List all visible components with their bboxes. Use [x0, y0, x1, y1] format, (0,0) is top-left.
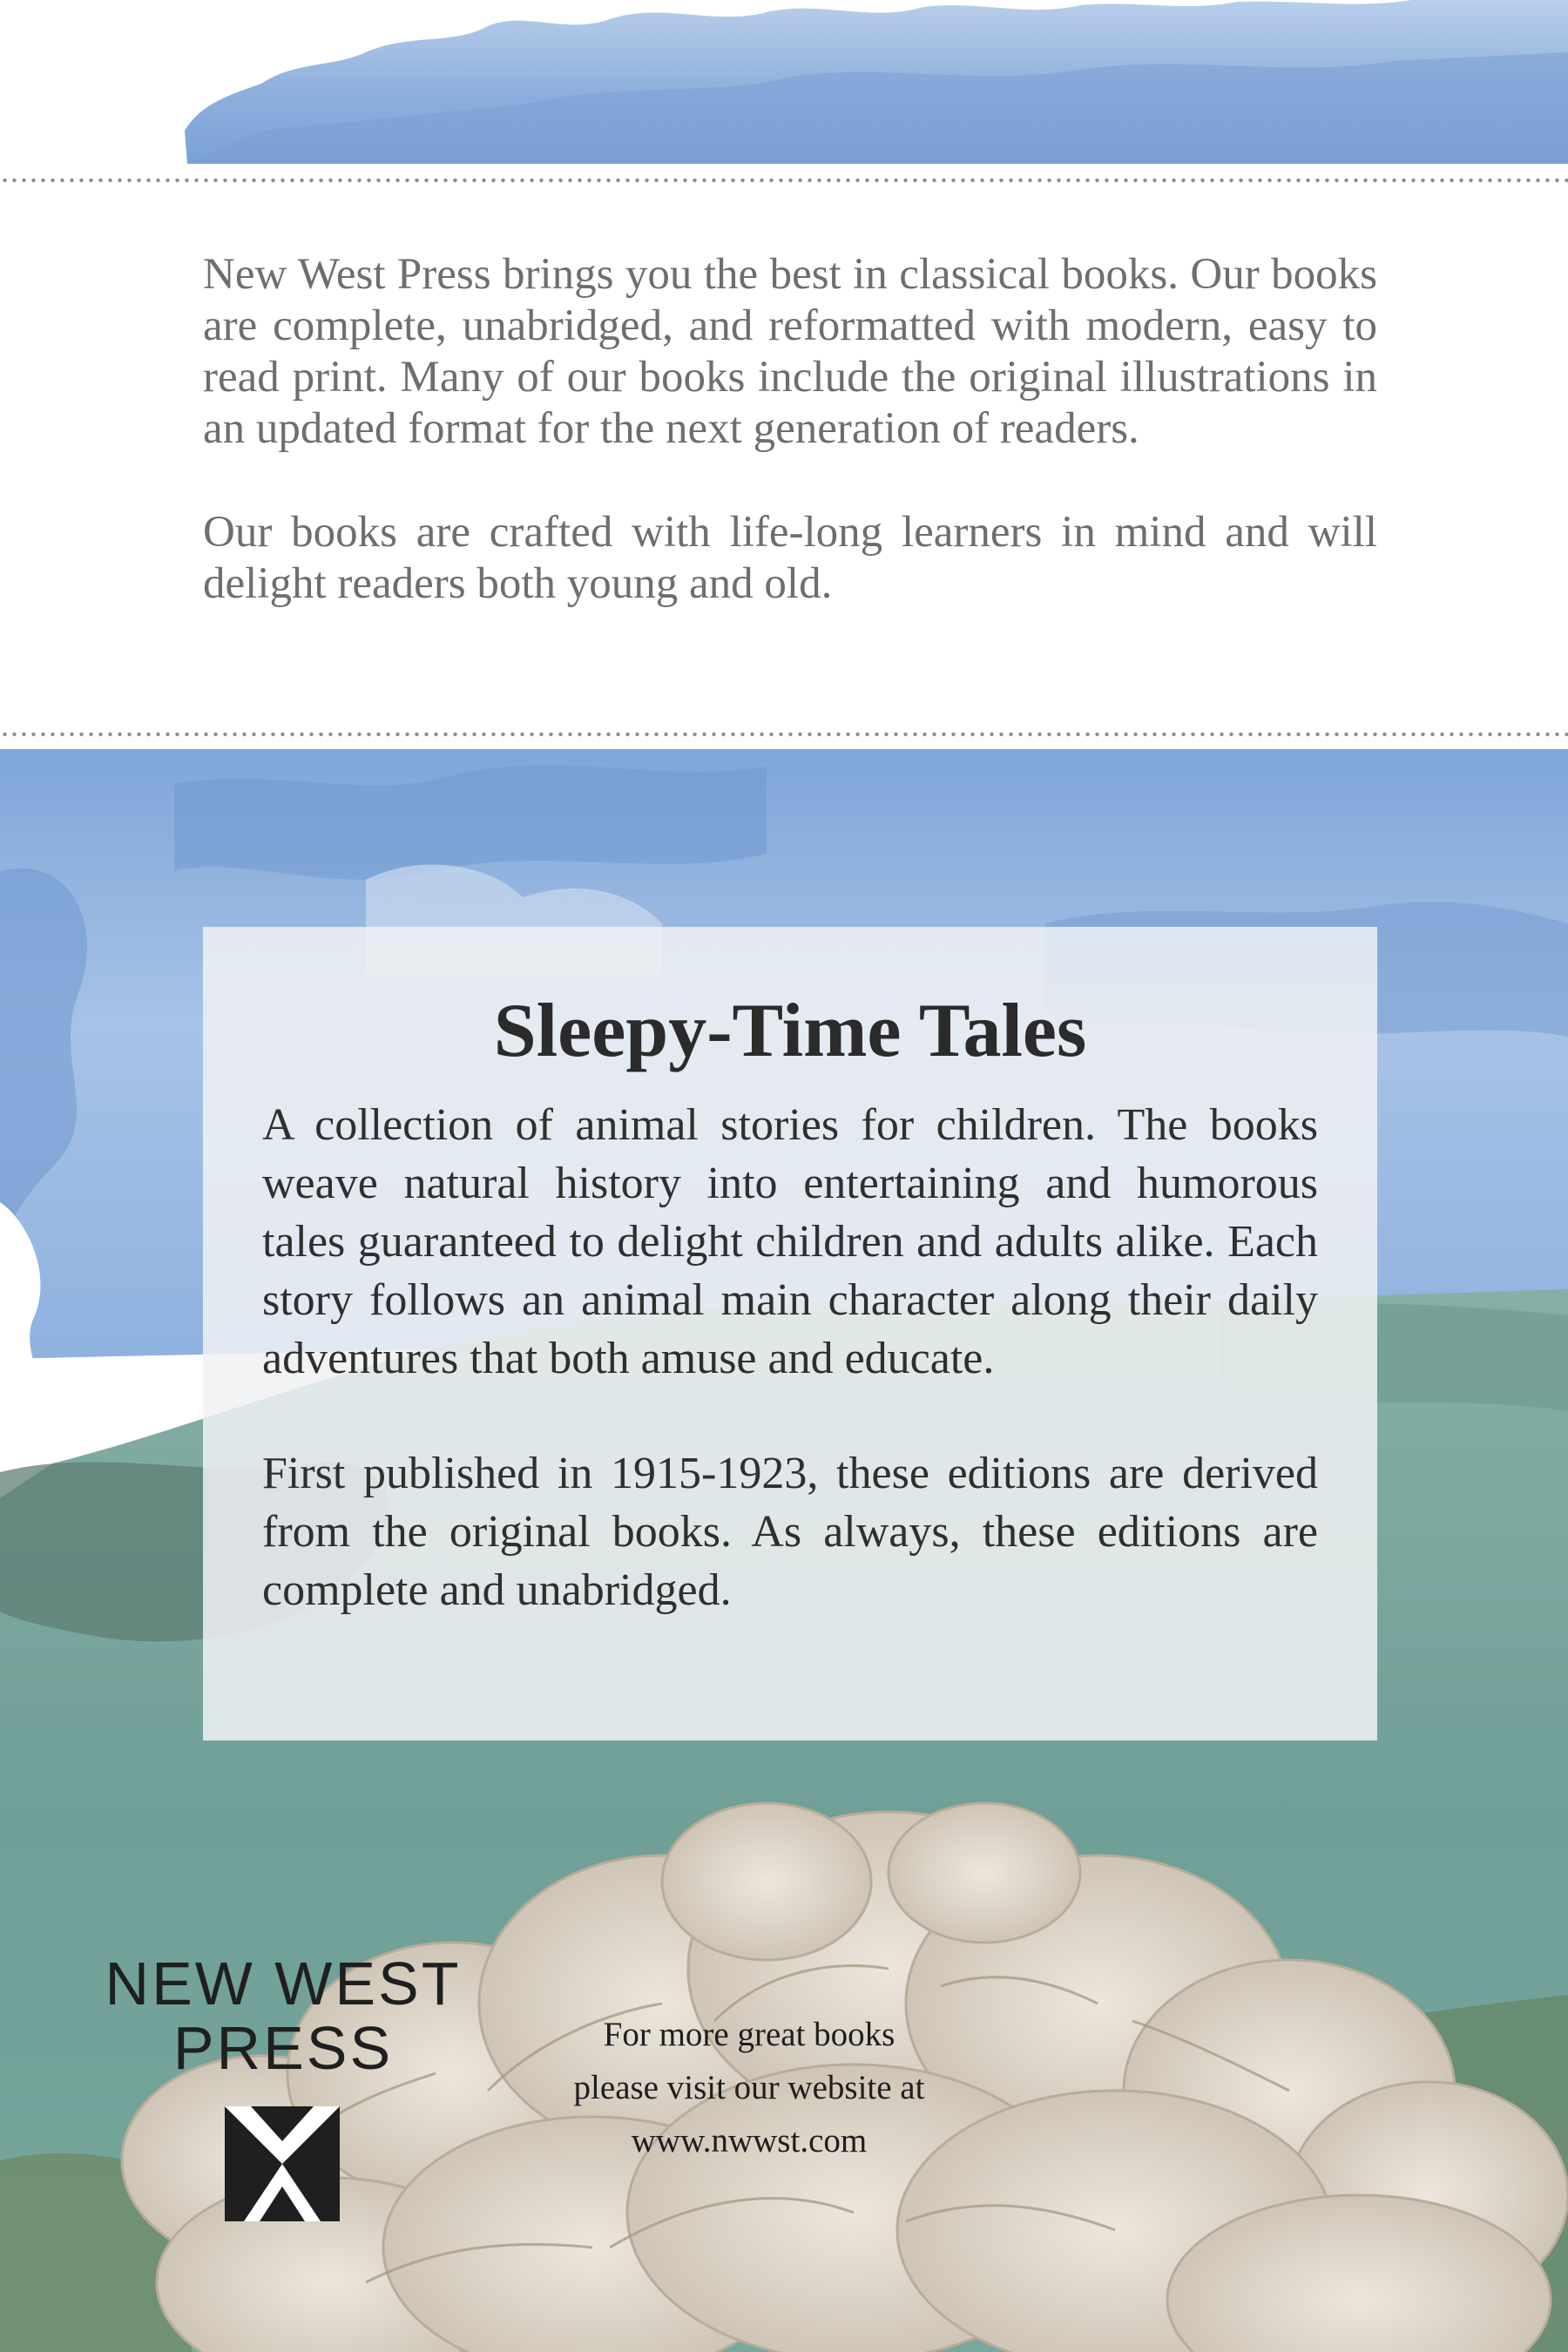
dotted-divider-bottom	[0, 732, 1568, 737]
publisher-name-line-2: PRESS	[172, 2014, 394, 2082]
book-title: Sleepy-Time Tales	[493, 989, 1087, 1073]
website-notice	[488, 2008, 1010, 2167]
publisher-intro	[203, 249, 1377, 610]
website-line-2: please visit our website at	[573, 2069, 925, 2106]
book-description-panel	[203, 927, 1377, 1740]
nwp-monogram-icon	[225, 2106, 340, 2221]
intro-paragraph-1: New West Press brings you the best in classical books. Our books are complete, unabridged, and reformatted with modern, easy to read print. Many of our books include the original illustrations in an updated format for the next generation of readers.	[203, 250, 1377, 453]
website-url: www.nwwst.com	[631, 2122, 868, 2159]
book-description-paragraph-2: First published in 1915-1923, these editions are derived from the original books. As always, these editions are complete and unabridged.	[262, 1449, 1318, 1615]
intro-paragraph-2: Our books are crafted with life-long learners in mind and will delight readers both young and old.	[203, 508, 1377, 608]
publisher-name-line-1: NEW WEST	[105, 1950, 462, 2017]
top-watercolor-wash	[0, 0, 1568, 166]
publisher-logo	[96, 1951, 470, 2221]
book-description-paragraph-1: A collection of animal stories for children. The books weave natural history into entertaining and humorous tales guaranteed to delight children and adults alike. Each story follows an animal main character along their daily adventures that both amuse and educate.	[262, 1100, 1318, 1383]
website-line-1: For more great books	[603, 2016, 896, 2053]
dotted-divider-top	[0, 178, 1568, 183]
publisher-name	[96, 1951, 470, 2080]
